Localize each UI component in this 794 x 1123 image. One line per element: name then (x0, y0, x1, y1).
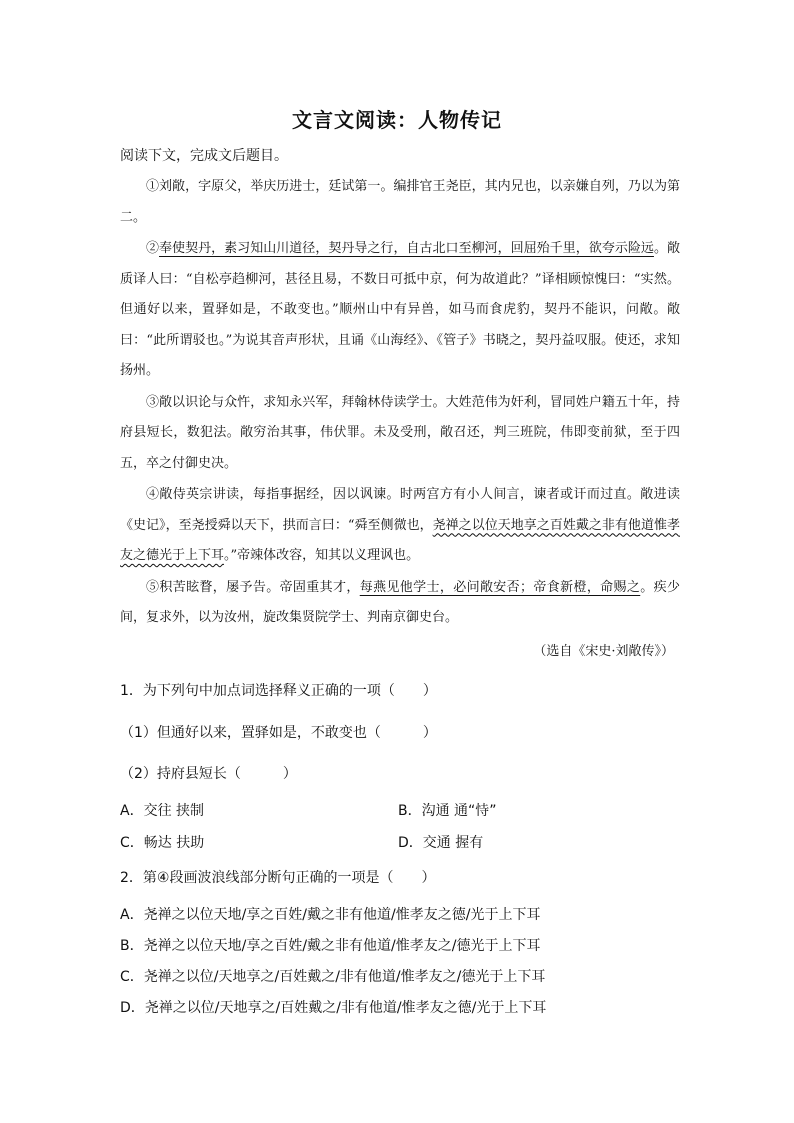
wavy-underlined-sentence: 尧禅之以位天地享之百姓戴之非有他道惟孝友之德光于上下耳 (120, 517, 680, 563)
source-citation: （选自《宋史·刘敞传》） (533, 644, 674, 659)
question-1-option-b[interactable]: B．沟通 通“恃” (398, 803, 497, 819)
paragraph-4 (120, 480, 680, 572)
question-2-option-d[interactable]: D．尧禅之以位/天地享之/百姓戴之/非有他道/惟孝友之德/光于上下耳 (120, 1000, 547, 1016)
paragraph-5-start: ⑤积苦眩瞀，屡予告。帝固重其才， (146, 579, 360, 595)
classical-passage (120, 172, 680, 635)
instruction-text: 阅读下文，完成文后题目。 (120, 148, 288, 164)
paragraph-2-rest: 。敞质译人曰：“自松亭趋柳河，甚径且易，不数日可抵中京，何为故道此？”译相顾惊愧曰：“实然。但通好以来，置驿如是，不敢变也。”顺州山中有异兽，如马而食虎豹，契丹不能识，问敞。敞曰：“此所谓驳也。”为说其音声形状，且诵《山海经》、《管子》书晓之，契丹益叹服。使还，求知扬州。 (120, 241, 680, 378)
paragraph-4-start: ④敞侍英宗讲读，每指事据经，因以讽谏。时两宫方有小人间言，谏者或讦而过直。敞进读《史记》，至尧授舜以天下，拱而言曰：“舜至侧微也， (120, 487, 680, 533)
question-1-option-c[interactable]: C．畅达 扶助 (120, 835, 205, 851)
underlined-sentence: 奉使契丹，素习知山川道径，契丹导之行，自古北口至柳河，回屈殆千里，欲夸示险远 (159, 241, 654, 256)
paragraph-1: ①刘敞，字原父，举庆历进士，廷试第一。编排官王尧臣，其内兄也，以亲嫌自列，乃以为第二。 (120, 179, 680, 225)
question-1-stem: 1．为下列句中加点词选择释义正确的一项（ ） (120, 683, 437, 699)
paragraph-4-rest: 。”帝竦体改容，知其以义理讽也。 (224, 548, 420, 563)
page-title: 文言文阅读：人物传记 (292, 108, 502, 132)
question-2-option-b[interactable]: B．尧禅之以位天地/享之百姓/戴之非有他道/惟孝友之/德光于上下耳 (120, 938, 541, 954)
paragraph-5 (120, 573, 680, 634)
paragraph-5-rest: 。疾少间，复求外，以为汝州，旋改集贤院学士、判南京御史台。 (120, 579, 680, 625)
paragraph-3: ③敞以识论与众忤，求知永兴军，拜翰林侍读学士。大姓范伟为奸利，冒同姓户籍五十年，持府县短长，数犯法。敞穷治其事，伟伏罪。未及受刑，敞召还，判三班院，伟即变前狱，至于四五，卒之付御史决。 (120, 394, 680, 471)
paragraph-2-number: ② (146, 241, 160, 256)
question-1-options (120, 800, 680, 860)
question-1-sub-2: （2）持府县短长（ ） (120, 766, 297, 782)
paragraph-2 (120, 234, 680, 387)
question-1-option-a[interactable]: A．交往 挟制 (120, 803, 205, 819)
question-2-option-a[interactable]: A．尧禅之以位天地/享之百姓/戴之非有他道/惟孝友之德/光于上下耳 (120, 907, 541, 923)
question-2-option-c[interactable]: C．尧禅之以位/天地享之/百姓戴之/非有他道/惟孝友之/德光于上下耳 (120, 969, 546, 985)
question-1-option-d[interactable]: D．交通 握有 (398, 835, 484, 851)
question-1-sub-1: （1）但通好以来，置驿如是，不敢变也（ ） (120, 725, 437, 741)
underlined-sentence-2: 每燕见他学士，必问敞安否；帝食新橙，命赐之 (359, 579, 641, 595)
question-2-stem: 2．第④段画波浪线部分断句正确的一项是（ ） (120, 870, 436, 886)
